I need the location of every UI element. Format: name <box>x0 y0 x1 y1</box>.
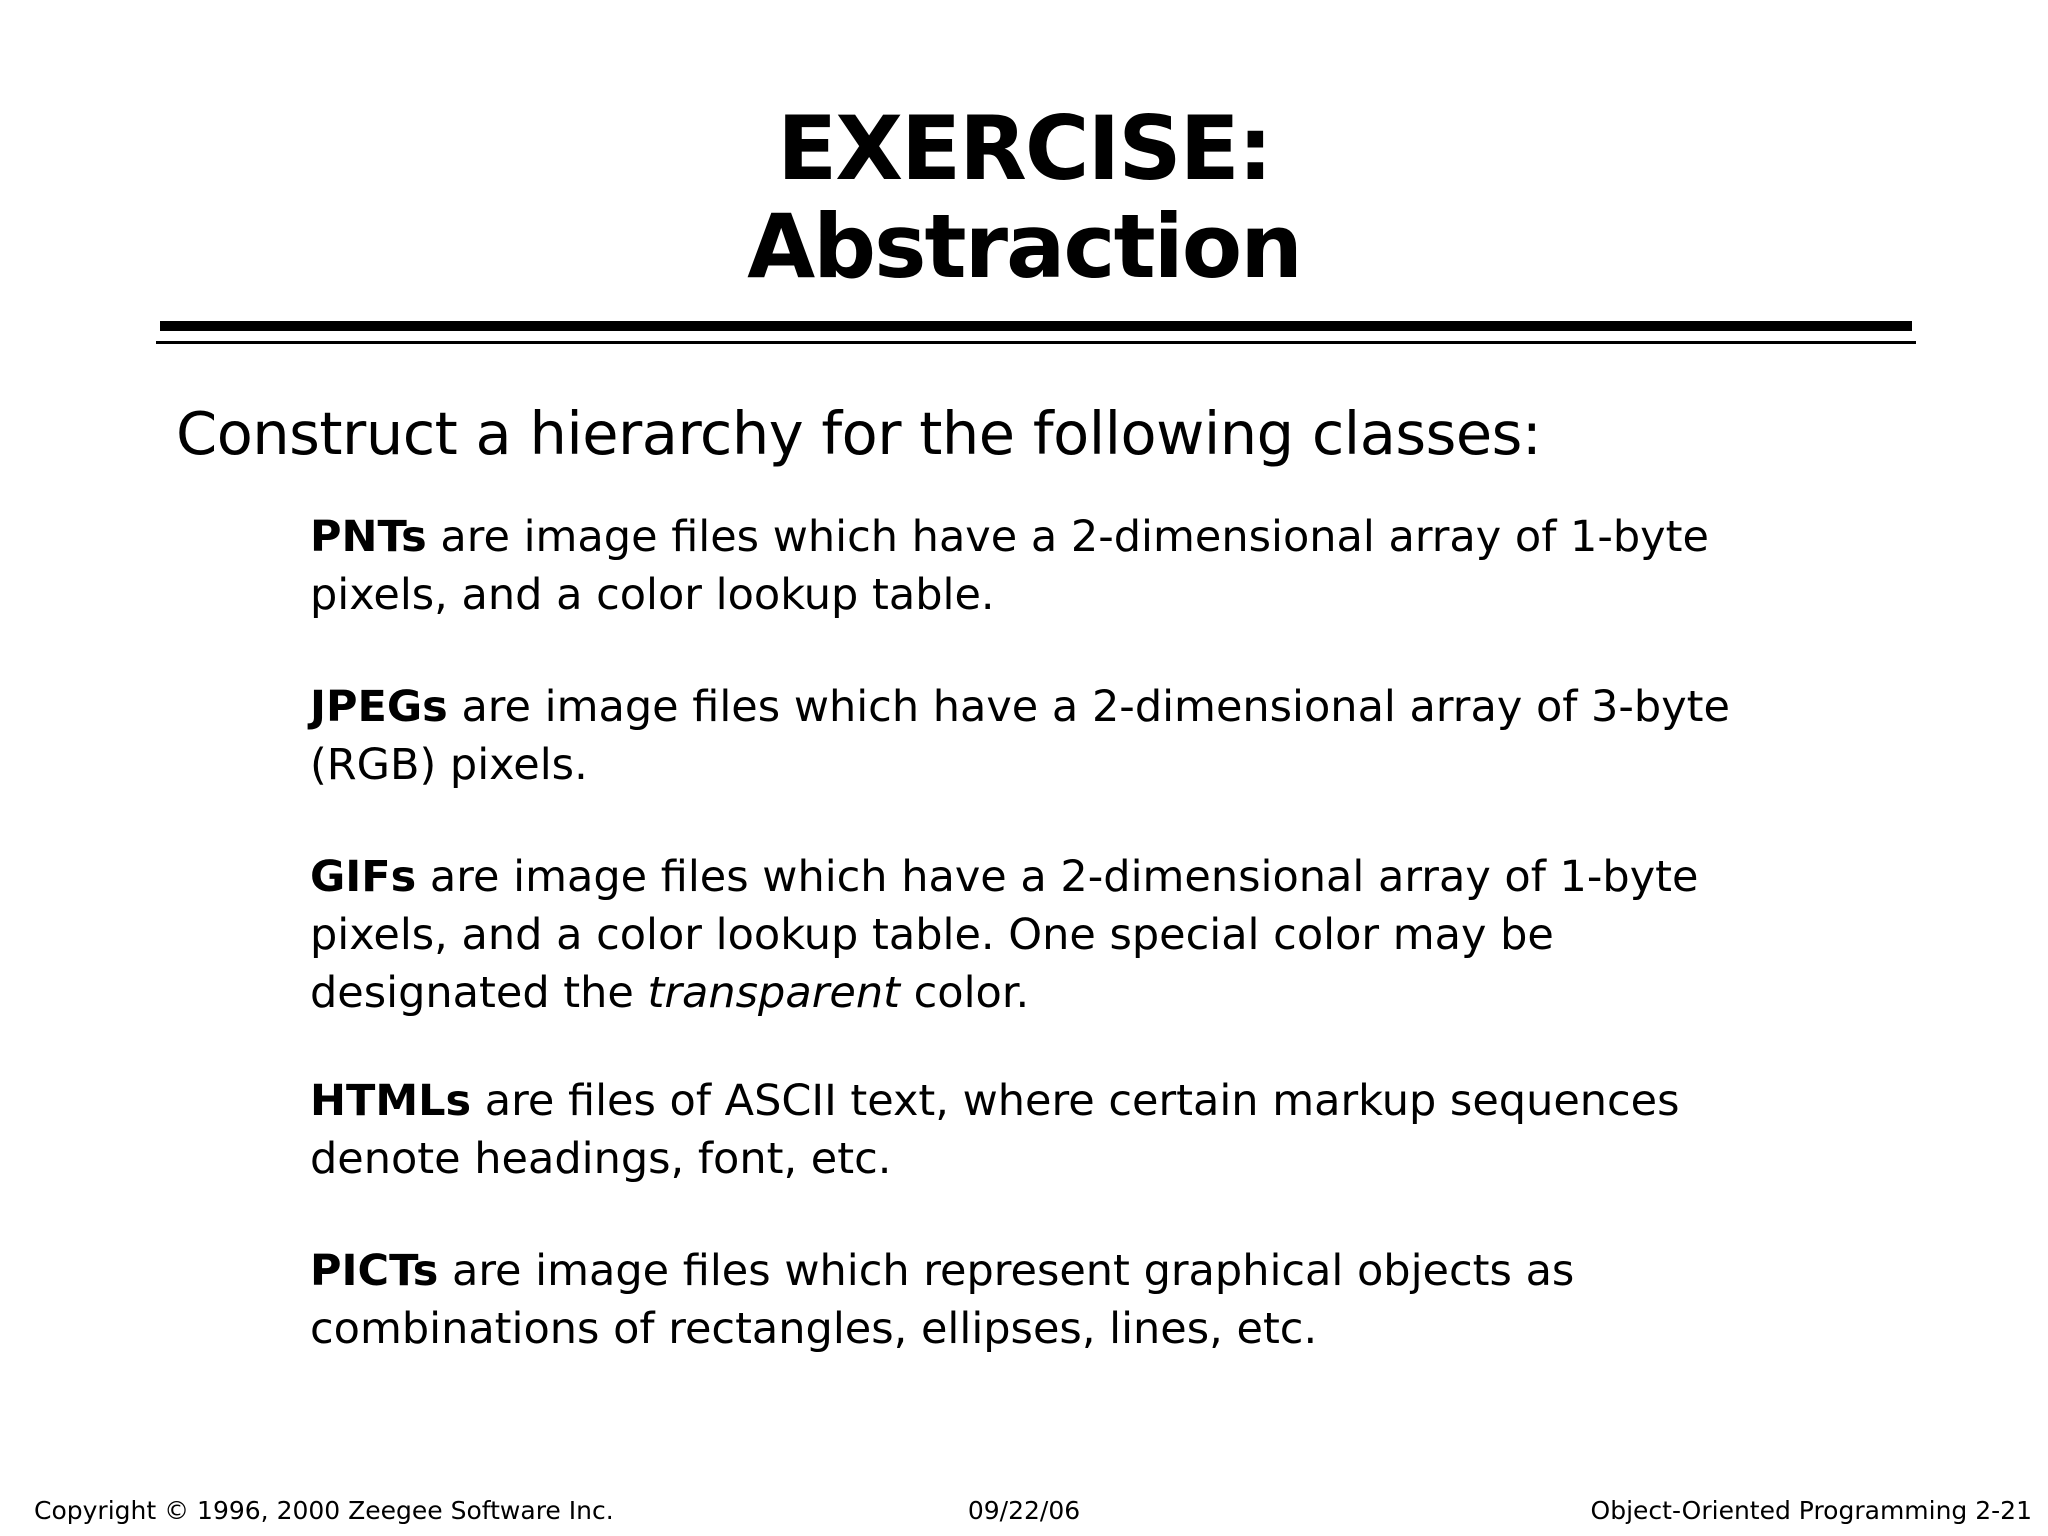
class-term: JPEGs <box>310 682 448 732</box>
footer-course-page: Object-Oriented Programming 2-21 <box>1590 1496 2032 1525</box>
title-line-1: EXERCISE: <box>777 97 1271 200</box>
class-description: are image files which have a 2-dimensional array of 1-byte pixels, and a color lookup table. <box>310 512 1709 620</box>
slide-title <box>0 97 2048 298</box>
class-description: are image files which have a 2-dimensional array of 3-byte (RGB) pixels. <box>310 682 1730 790</box>
title-rule-thin <box>156 341 1916 344</box>
class-description: are files of ASCII text, where certain markup sequences denote headings, font, etc. <box>310 1076 1680 1184</box>
footer-copyright: Copyright © 1996, 2000 Zeegee Software Inc. <box>34 1496 614 1525</box>
class-item-pict <box>310 1242 1770 1358</box>
class-term: PNTs <box>310 512 427 562</box>
class-term: HTMLs <box>310 1076 472 1126</box>
footer-date: 09/22/06 <box>967 1496 1081 1525</box>
class-item-html <box>310 1072 1770 1188</box>
title-rule-thick <box>160 321 1912 331</box>
title-line-2: Abstraction <box>747 195 1301 298</box>
class-term: GIFs <box>310 852 417 902</box>
class-item-gif <box>310 848 1770 1022</box>
class-description: are image files which have a 2-dimensional array of 1-byte pixels, and a color lookup table. One special color may be designated the <box>310 852 1699 1018</box>
class-item-jpeg <box>310 678 1770 794</box>
class-description: are image files which represent graphical objects as combinations of rectangles, ellipses, lines, etc. <box>310 1246 1575 1354</box>
lead-text: Construct a hierarchy for the following classes: <box>176 399 1542 468</box>
class-description-end: color. <box>899 968 1030 1018</box>
class-term: PICTs <box>310 1246 439 1296</box>
class-item-pnt <box>310 508 1770 624</box>
class-description-emphasis: transparent <box>647 968 900 1018</box>
